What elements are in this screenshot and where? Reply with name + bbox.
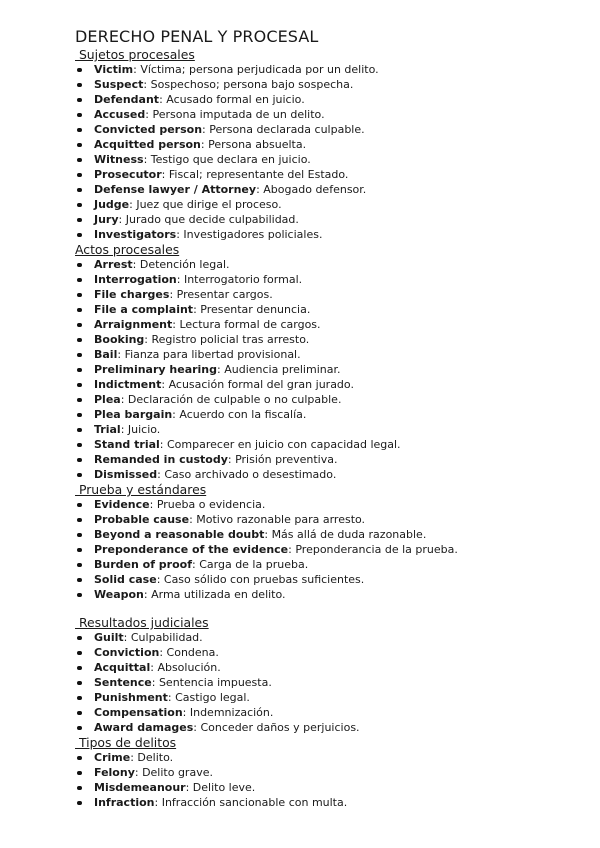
definition: Acusado formal en juicio.: [166, 93, 305, 106]
list-item: [75, 287, 585, 302]
definition: Más allá de duda razonable.: [271, 528, 427, 541]
list-item: [75, 92, 585, 107]
section-actos-procesales: [75, 242, 585, 482]
section-heading: Resultados judiciales: [75, 615, 209, 630]
list-item: [75, 557, 585, 572]
separator: :: [200, 138, 209, 151]
term: Crime: [94, 751, 131, 764]
list-item: [75, 645, 585, 660]
list-item: [75, 795, 585, 810]
term-list: [75, 497, 585, 602]
definition: Arma utilizada en delito.: [151, 588, 286, 601]
separator: :: [227, 453, 236, 466]
separator: :: [150, 661, 158, 674]
section-resultados-judiciales: [75, 615, 585, 735]
definition: Delito.: [137, 751, 174, 764]
definition: Carga de la prueba.: [199, 558, 309, 571]
list-item: [75, 407, 585, 422]
definition: Motivo razonable para arresto.: [196, 513, 366, 526]
definition: Acusación formal del gran jurado.: [168, 378, 354, 391]
term: Felony: [94, 766, 135, 779]
separator: :: [157, 468, 165, 481]
separator: :: [167, 691, 176, 704]
list-item: [75, 512, 585, 527]
term: Solid case: [94, 573, 157, 586]
term: Infraction: [94, 796, 155, 809]
separator: :: [133, 63, 141, 76]
list-item: [75, 705, 585, 720]
section-heading: Tipos de delitos: [75, 735, 177, 750]
separator: :: [161, 378, 169, 391]
list-item: [75, 377, 585, 392]
definition: Audiencia preliminar.: [224, 363, 341, 376]
separator: :: [159, 438, 167, 451]
section-tipos-de-delitos: [75, 735, 585, 810]
list-item: [75, 77, 585, 92]
list-item: [75, 182, 585, 197]
term: Preliminary hearing: [94, 363, 218, 376]
term: Victim: [94, 63, 134, 76]
term: Evidence: [94, 498, 150, 511]
separator: :: [118, 213, 126, 226]
definition: Testigo que declara en juicio.: [150, 153, 311, 166]
list-item: [75, 422, 585, 437]
separator: :: [202, 123, 210, 136]
separator: :: [134, 766, 143, 779]
definition: Preponderancia de la prueba.: [295, 543, 458, 556]
definition: Interrogatorio formal.: [183, 273, 303, 286]
term-list: [75, 62, 585, 242]
term: Defendant: [94, 93, 160, 106]
term: Bail: [94, 348, 118, 361]
definition: Juez que dirige el proceso.: [136, 198, 282, 211]
list-item: [75, 122, 585, 137]
term: Convicted person: [94, 123, 203, 136]
list-item: [75, 572, 585, 587]
separator: :: [143, 153, 151, 166]
list-item: [75, 257, 585, 272]
separator: :: [182, 706, 190, 719]
section-prueba-y-estandares: [75, 482, 585, 602]
list-item: [75, 347, 585, 362]
term: Award damages: [94, 721, 194, 734]
separator: :: [143, 588, 152, 601]
term-list: [75, 257, 585, 482]
definition: Jurado que decide culpabilidad.: [125, 213, 299, 226]
separator: :: [120, 393, 128, 406]
term: Sentence: [94, 676, 152, 689]
list-item: [75, 137, 585, 152]
term: Interrogation: [94, 273, 177, 286]
list-item: [75, 765, 585, 780]
term: Defense lawyer / Attorney: [94, 183, 257, 196]
term: Plea: [94, 393, 121, 406]
definition: Persona imputada de un delito.: [152, 108, 325, 121]
term: Prosecutor: [94, 168, 162, 181]
definition: Persona absuelta.: [208, 138, 307, 151]
separator: :: [161, 168, 169, 181]
list-item: [75, 212, 585, 227]
section-heading: Sujetos procesales: [75, 47, 195, 62]
term: Beyond a reasonable doubt: [94, 528, 265, 541]
separator: :: [129, 198, 137, 211]
definition: Abogado defensor.: [263, 183, 367, 196]
list-item: [75, 437, 585, 452]
definition: Caso sólido con pruebas suficientes.: [163, 573, 365, 586]
term-list: [75, 630, 585, 735]
separator: :: [176, 273, 184, 286]
list-item: [75, 302, 585, 317]
definition: Sentencia impuesta.: [158, 676, 272, 689]
separator: :: [264, 528, 272, 541]
separator: :: [159, 93, 167, 106]
term: Witness: [94, 153, 144, 166]
separator: :: [159, 646, 167, 659]
section-heading: Prueba y estándares: [75, 482, 207, 497]
definition: Delito grave.: [142, 766, 213, 779]
list-item: [75, 690, 585, 705]
separator: :: [132, 258, 140, 271]
definition: Infracción sancionable con multa.: [161, 796, 348, 809]
term: Preponderance of the evidence: [94, 543, 289, 556]
term-list: [75, 750, 585, 810]
list-item: [75, 392, 585, 407]
list-item: [75, 107, 585, 122]
separator: :: [192, 558, 200, 571]
definition: Condena.: [166, 646, 219, 659]
list-item: [75, 227, 585, 242]
term: Conviction: [94, 646, 160, 659]
term: File charges: [94, 288, 170, 301]
definition: Lectura formal de cargos.: [179, 318, 321, 331]
definition: Detención legal.: [139, 258, 230, 271]
separator: :: [288, 543, 296, 556]
definition: Prisión preventiva.: [235, 453, 338, 466]
term: Punishment: [94, 691, 168, 704]
separator: :: [176, 228, 184, 241]
term: Stand trial: [94, 438, 160, 451]
list-item: [75, 675, 585, 690]
separator: :: [169, 288, 177, 301]
term: Investigators: [94, 228, 177, 241]
term: Jury: [94, 213, 119, 226]
separator: :: [143, 78, 151, 91]
list-item: [75, 62, 585, 77]
term: Remanded in custody: [94, 453, 228, 466]
definition: Absolución.: [157, 661, 221, 674]
definition: Presentar denuncia.: [200, 303, 311, 316]
list-item: [75, 660, 585, 675]
definition: Declaración de culpable o no culpable.: [127, 393, 342, 406]
section-heading: Actos procesales: [75, 242, 180, 257]
separator: :: [156, 573, 164, 586]
term: Suspect: [94, 78, 144, 91]
definition: Culpabilidad.: [130, 631, 203, 644]
list-item: [75, 152, 585, 167]
list-item: [75, 272, 585, 287]
definition: Fianza para libertad provisional.: [124, 348, 301, 361]
definition: Persona declarada culpable.: [209, 123, 365, 136]
list-item: [75, 720, 585, 735]
term: Weapon: [94, 588, 144, 601]
definition: Comparecer en juicio con capacidad legal.: [167, 438, 401, 451]
term: Guilt: [94, 631, 124, 644]
definition: Presentar cargos.: [176, 288, 273, 301]
definition: Castigo legal.: [175, 691, 250, 704]
definition: Acuerdo con la fiscalía.: [179, 408, 307, 421]
definition: Registro policial tras arresto.: [151, 333, 310, 346]
term: Booking: [94, 333, 145, 346]
document-title: DERECHO PENAL Y PROCESAL: [75, 27, 319, 46]
separator: :: [130, 751, 138, 764]
list-item: [75, 362, 585, 377]
term: Arrest: [94, 258, 133, 271]
list-item: [75, 467, 585, 482]
list-item: [75, 197, 585, 212]
definition: Sospechoso; persona bajo sospecha.: [150, 78, 354, 91]
section-sujetos-procesales: [75, 47, 585, 242]
term: Trial: [94, 423, 121, 436]
separator: :: [189, 513, 197, 526]
list-item: [75, 527, 585, 542]
separator: :: [193, 303, 201, 316]
list-item: [75, 317, 585, 332]
separator: :: [172, 408, 180, 421]
definition: Fiscal; representante del Estado.: [168, 168, 349, 181]
list-item: [75, 750, 585, 765]
separator: :: [185, 781, 193, 794]
list-item: [75, 542, 585, 557]
term: Acquitted person: [94, 138, 201, 151]
list-item: [75, 452, 585, 467]
definition: Juicio.: [127, 423, 161, 436]
definition: Prueba o evidencia.: [156, 498, 266, 511]
list-item: [75, 630, 585, 645]
definition: Indemnización.: [189, 706, 274, 719]
list-item: [75, 587, 585, 602]
separator: :: [154, 796, 162, 809]
term: Compensation: [94, 706, 183, 719]
term: Probable cause: [94, 513, 190, 526]
term: File a complaint: [94, 303, 194, 316]
term: Dismissed: [94, 468, 158, 481]
separator: :: [193, 721, 201, 734]
separator: :: [172, 318, 180, 331]
term: Accused: [94, 108, 146, 121]
term: Misdemeanour: [94, 781, 186, 794]
definition: Caso archivado o desestimado.: [164, 468, 337, 481]
separator: :: [117, 348, 125, 361]
separator: :: [217, 363, 225, 376]
separator: :: [151, 676, 159, 689]
term: Judge: [94, 198, 130, 211]
term: Indictment: [94, 378, 162, 391]
separator: :: [144, 333, 152, 346]
separator: :: [256, 183, 264, 196]
definition: Víctima; persona perjudicada por un delito.: [140, 63, 379, 76]
separator: :: [145, 108, 153, 121]
definition: Conceder daños y perjuicios.: [200, 721, 360, 734]
term: Burden of proof: [94, 558, 193, 571]
term: Plea bargain: [94, 408, 173, 421]
definition: Delito leve.: [192, 781, 256, 794]
separator: :: [120, 423, 128, 436]
separator: :: [123, 631, 131, 644]
term: Arraignment: [94, 318, 173, 331]
document: [75, 27, 585, 810]
list-item: [75, 497, 585, 512]
list-item: [75, 167, 585, 182]
separator: :: [149, 498, 157, 511]
list-item: [75, 780, 585, 795]
definition: Investigadores policiales.: [183, 228, 323, 241]
list-item: [75, 332, 585, 347]
term: Acquittal: [94, 661, 151, 674]
